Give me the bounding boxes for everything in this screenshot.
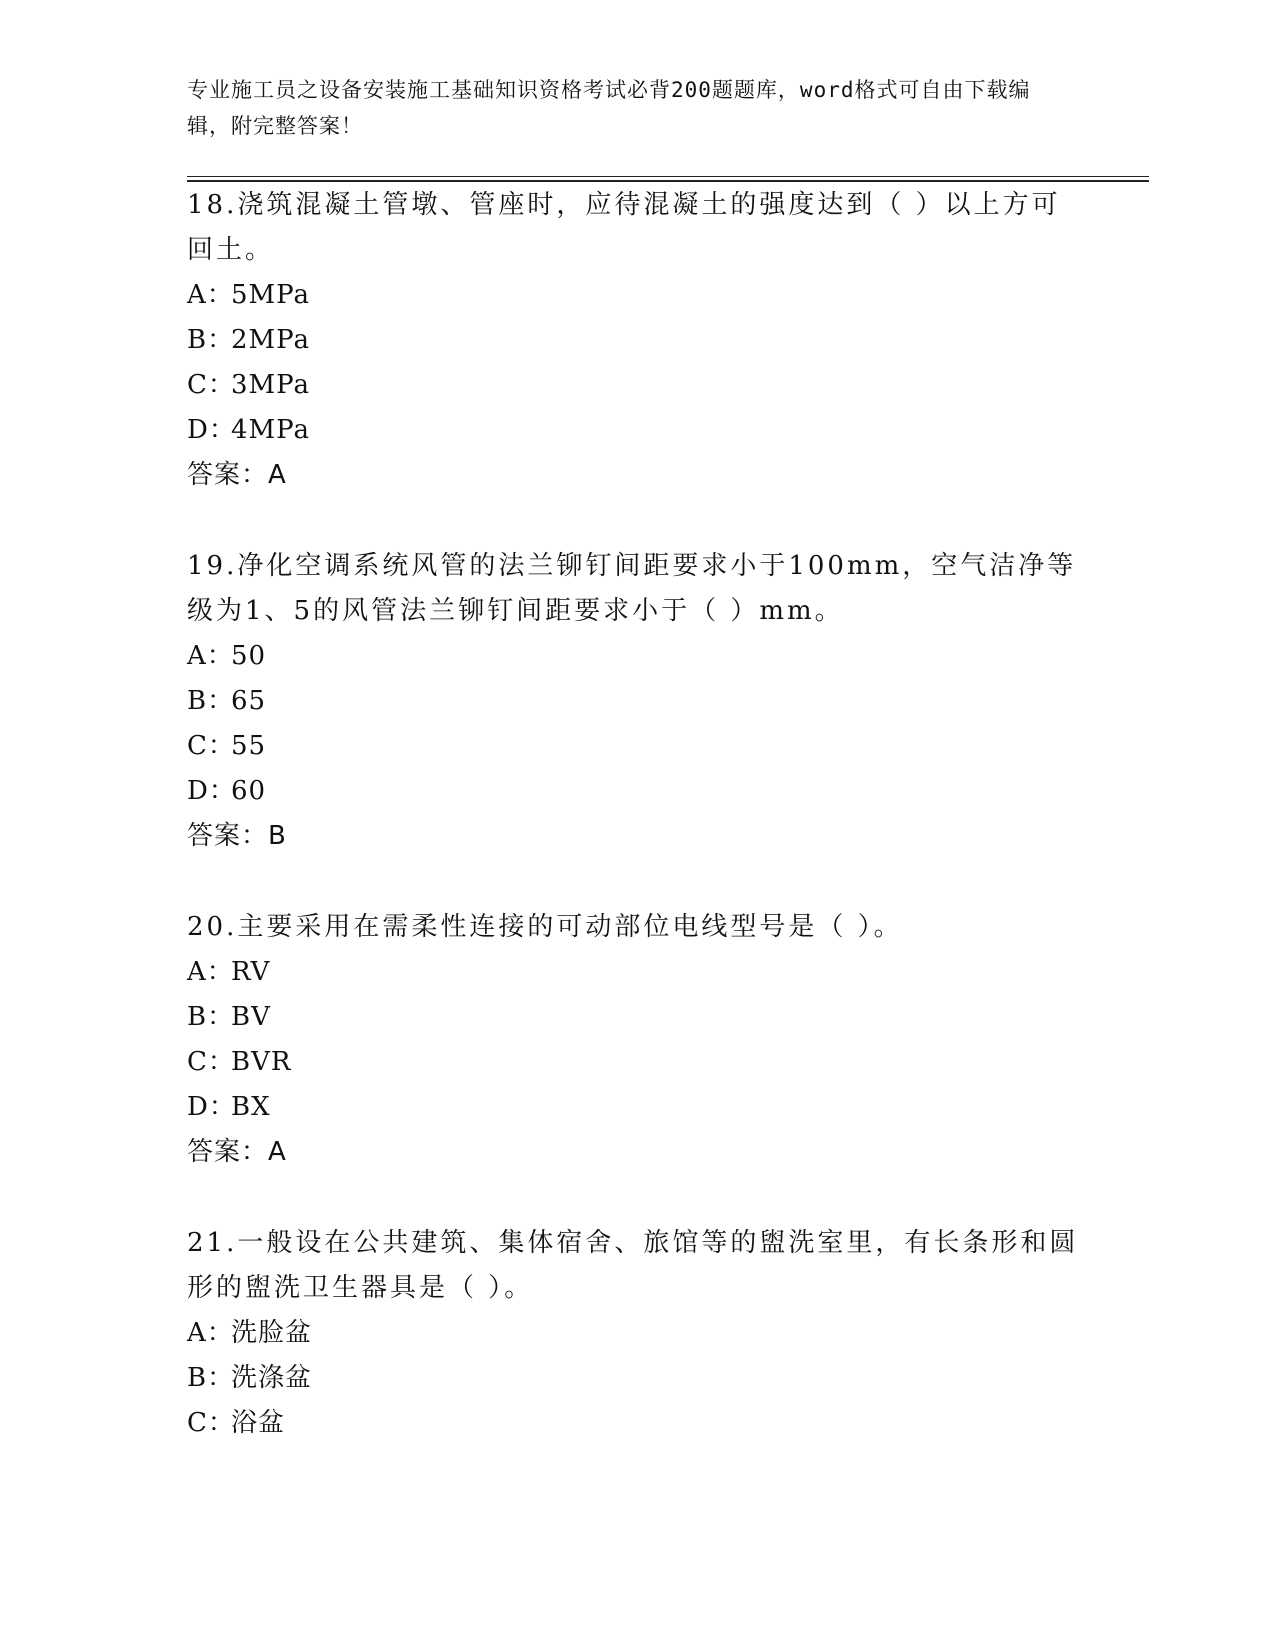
option-text: 浴盆 <box>231 1408 286 1438</box>
option-letter: A： <box>187 1318 234 1348</box>
option-letter: A： <box>187 641 234 671</box>
option-text: 50 <box>231 641 267 671</box>
option-text: 洗脸盆 <box>231 1318 313 1348</box>
option-a <box>187 1311 1087 1356</box>
option-d <box>187 408 1087 453</box>
option-text: 60 <box>231 776 267 806</box>
option-text: 65 <box>231 686 267 716</box>
question-18 <box>187 183 1087 498</box>
option-c <box>187 724 1087 769</box>
option-letter: B： <box>187 686 235 716</box>
option-a <box>187 950 1087 995</box>
option-b <box>187 318 1087 363</box>
option-c <box>187 1040 1087 1085</box>
option-text: BV <box>231 1002 271 1032</box>
document-header <box>187 72 1067 144</box>
question-list <box>187 183 1087 1492</box>
answer-line: 答案：B <box>187 821 287 851</box>
option-d <box>187 769 1087 814</box>
option-letter: C： <box>187 1047 235 1077</box>
question-stem: 21.一般设在公共建筑、集体宿舍、旅馆等的盥洗室里，有长条形和圆形的盥洗卫生器具是（ ）。 <box>187 1228 1079 1303</box>
option-text: 55 <box>231 731 267 761</box>
option-a <box>187 273 1087 318</box>
option-text: 洗涤盆 <box>231 1363 313 1393</box>
option-b <box>187 679 1087 724</box>
option-text: BVR <box>231 1047 292 1077</box>
option-c <box>187 363 1087 408</box>
answer-line: 答案：A <box>187 1137 287 1167</box>
option-letter: C： <box>187 731 235 761</box>
option-letter: B： <box>187 325 235 355</box>
option-a <box>187 634 1087 679</box>
option-text: 5MPa <box>231 280 310 310</box>
option-letter: D： <box>187 1092 236 1122</box>
option-letter: A： <box>187 957 234 987</box>
header-divider-bottom <box>187 180 1149 182</box>
option-d <box>187 1085 1087 1130</box>
option-b <box>187 995 1087 1040</box>
option-text: 2MPa <box>231 325 310 355</box>
option-text: BX <box>231 1092 271 1122</box>
option-letter: A： <box>187 280 234 310</box>
question-21 <box>187 1221 1087 1446</box>
option-letter: B： <box>187 1002 235 1032</box>
option-letter: D： <box>187 776 236 806</box>
option-text: 4MPa <box>231 415 310 445</box>
question-stem: 20.主要采用在需柔性连接的可动部位电线型号是（ ）。 <box>187 912 903 942</box>
option-letter: D： <box>187 415 236 445</box>
option-text: 3MPa <box>231 370 310 400</box>
question-20 <box>187 905 1087 1175</box>
answer-line: 答案：A <box>187 460 287 490</box>
option-b <box>187 1356 1087 1401</box>
option-letter: C： <box>187 370 235 400</box>
document-title: 专业施工员之设备安装施工基础知识资格考试必背200题题库，word格式可自由下载编辑，附完整答案！ <box>187 78 1031 138</box>
question-stem: 18.浇筑混凝土管墩、管座时，应待混凝土的强度达到（ ）以上方可回土。 <box>187 190 1061 265</box>
option-c <box>187 1401 1087 1446</box>
option-letter: C： <box>187 1408 235 1438</box>
question-19 <box>187 544 1087 859</box>
option-text: RV <box>231 957 271 987</box>
option-letter: B： <box>187 1363 235 1393</box>
question-stem: 19.净化空调系统风管的法兰铆钉间距要求小于100mm，空气洁净等级为1、5的风管法兰铆钉间距要求小于（ ）mm。 <box>187 551 1077 626</box>
header-divider-top <box>187 176 1149 177</box>
